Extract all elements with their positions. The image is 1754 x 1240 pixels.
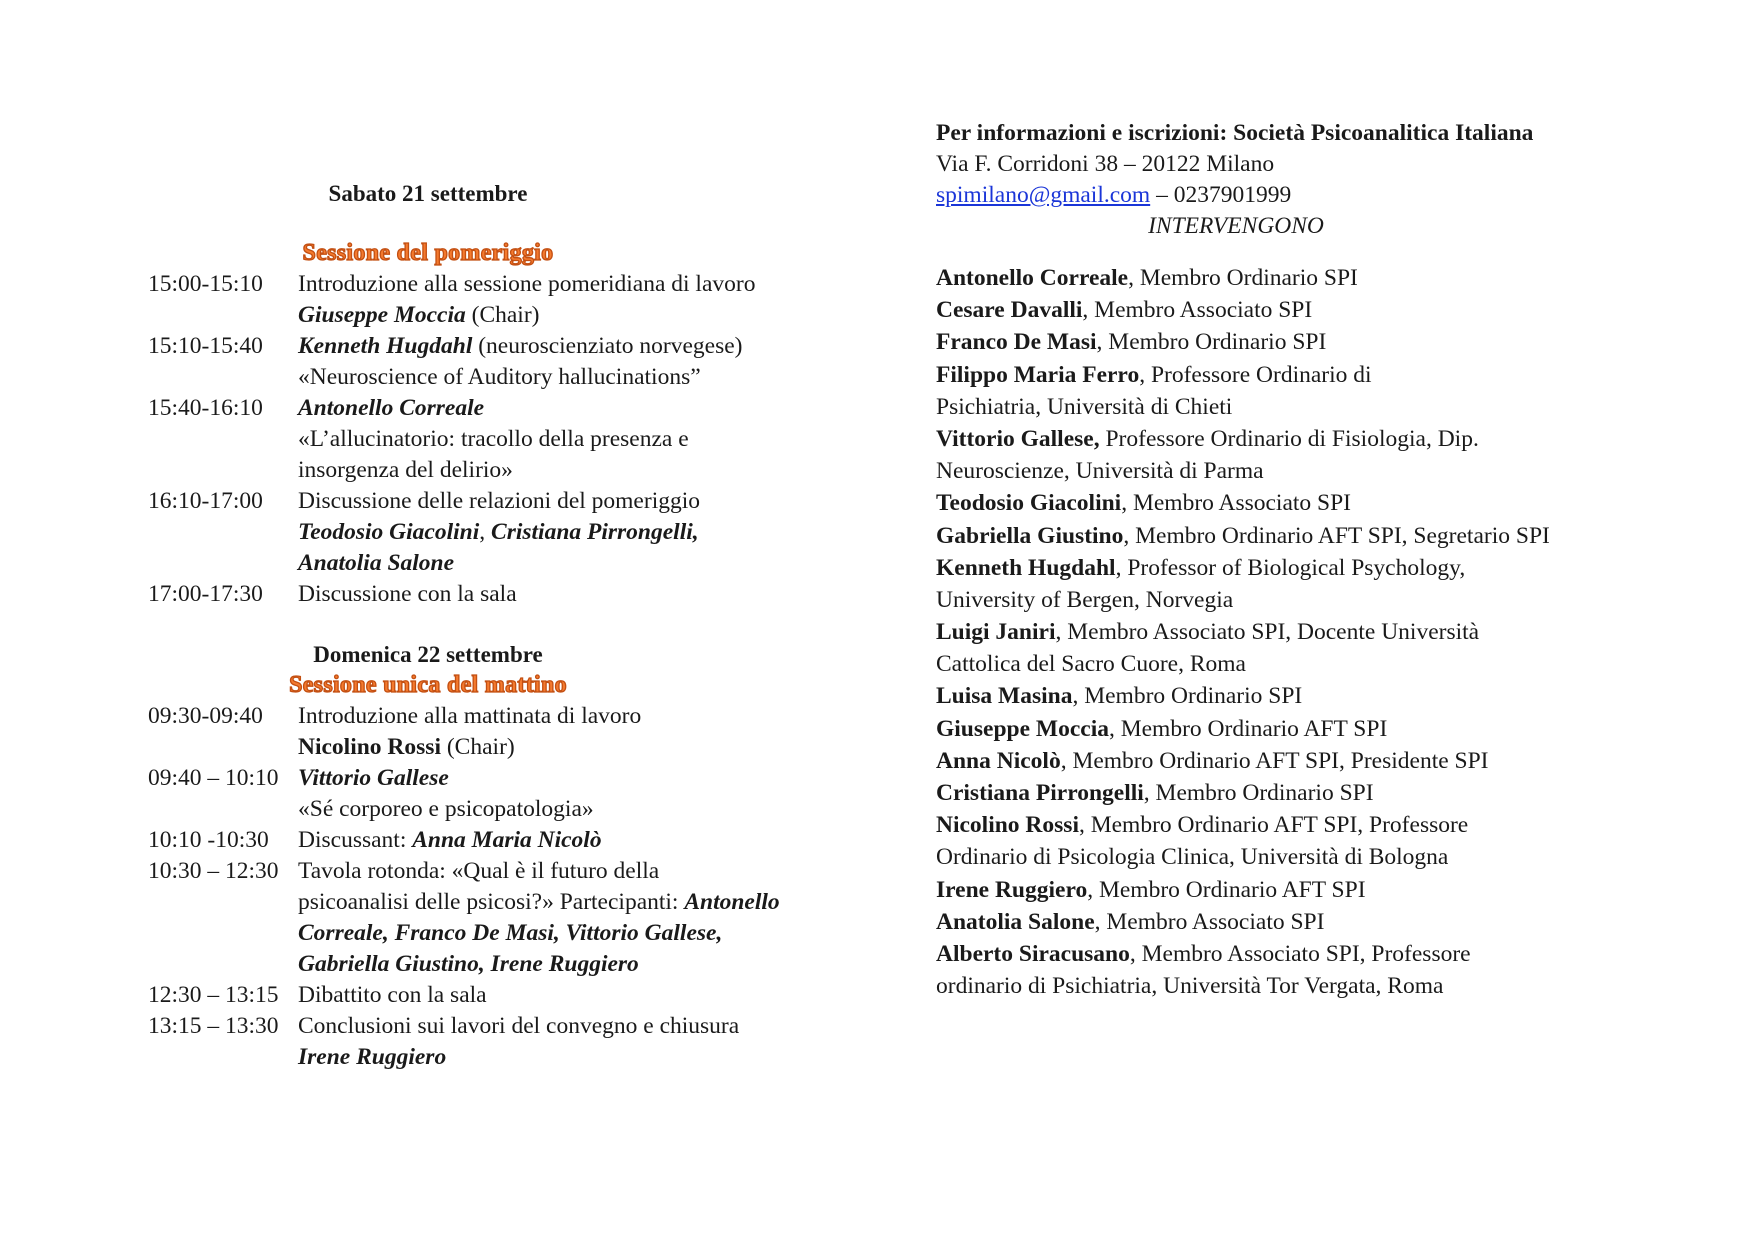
person-name: Vittorio Gallese, (936, 425, 1100, 452)
speaker-line (936, 520, 1666, 552)
text-fragment: , Membro Ordinario SPI (1143, 780, 1374, 806)
address: Via F. Corridoni 38 – 20122 Milano (936, 151, 1275, 177)
text-fragment: , Membro Ordinario SPI (1128, 265, 1358, 291)
text-fragment: , Membro Ordinario SPI (1096, 329, 1327, 356)
email-link[interactable]: spimilano@gmail.com (936, 182, 1151, 208)
saturday-section (148, 178, 888, 610)
speaker-entry (936, 680, 1666, 712)
text-fragment: Discussant: (298, 827, 413, 853)
time-slot: 10:10 -10:30 (148, 827, 269, 853)
speaker-line (936, 262, 1666, 294)
time-slot: 12:30 – 13:15 (148, 982, 279, 1008)
schedule-description (298, 825, 888, 856)
text-fragment: , Membro Associato SPI (1121, 490, 1351, 517)
time-slot: 15:00-15:10 (148, 271, 263, 297)
schedule-description (298, 579, 888, 610)
info-heading: Per informazioni e iscrizioni: Società Psicoanalitica Italiana (936, 120, 1534, 146)
text-fragment: , Membro Associato SPI, Professore (1129, 940, 1471, 967)
text-fragment: , Membro Ordinario AFT SPI (1087, 876, 1366, 903)
text-fragment: Cattolica del Sacro Cuore, Roma (936, 651, 1246, 678)
description-line (298, 393, 888, 424)
schedule-item (148, 331, 888, 393)
sunday-section (148, 639, 888, 1073)
text-fragment: (Chair) (440, 734, 515, 760)
speaker-line (936, 455, 1666, 487)
text-fragment: Discussione con la sala (298, 581, 517, 607)
speaker-entry (936, 938, 1666, 1002)
schedule-item (148, 579, 888, 610)
description-line (298, 763, 888, 794)
person-name: Giuseppe Moccia (936, 715, 1109, 742)
text-fragment: Introduzione alla sessione pomeridiana di lavoro (298, 271, 756, 297)
text-fragment: , Membro Ordinario AFT SPI, Presidente SPI (1060, 747, 1489, 774)
speaker-line (936, 841, 1666, 873)
text-fragment: , Professor of Biological Psychology, (1115, 554, 1466, 581)
person-name: Anna Nicolò (936, 747, 1061, 774)
person-name: Antonello (684, 889, 780, 915)
time-slot: 15:10-15:40 (148, 333, 263, 359)
person-name: Antonello Correale (936, 265, 1129, 291)
info-column (936, 118, 1666, 1002)
schedule-description (298, 856, 888, 980)
speakers-heading: INTERVENGONO (1148, 213, 1324, 239)
time-slot: 10:30 – 12:30 (148, 858, 279, 884)
time-slot: 09:40 – 10:10 (148, 765, 279, 791)
schedule-description (298, 486, 888, 579)
schedule-description (298, 393, 888, 486)
text-fragment: Professore Ordinario di Fisiologia, Dip. (1099, 425, 1479, 452)
text-fragment: «L’allucinatorio: tracollo della presenza e (298, 426, 689, 452)
speaker-line (936, 809, 1666, 841)
description-line (298, 300, 888, 331)
person-name: Kenneth Hugdahl (936, 554, 1116, 581)
description-line (298, 918, 888, 949)
description-line (298, 331, 888, 362)
text-fragment: , Membro Ordinario SPI (1072, 683, 1303, 710)
text-fragment: University of Bergen, Norvegia (936, 586, 1234, 613)
person-name: Teodosio Giacolini (936, 490, 1122, 517)
text-fragment: psicoanalisi delle psicosi?» Partecipanti: (298, 889, 685, 915)
time-slot: 09:30-09:40 (148, 703, 263, 729)
speaker-line (936, 745, 1666, 777)
speaker-entry (936, 487, 1666, 519)
time-slot: 17:00-17:30 (148, 581, 263, 607)
schedule-description (298, 269, 888, 331)
speaker-entry (936, 745, 1666, 777)
speaker-entry (936, 326, 1666, 358)
person-name: Antonello Correale (298, 395, 485, 421)
description-line (298, 856, 888, 887)
text-fragment: , Membro Ordinario AFT SPI (1108, 715, 1388, 742)
speaker-line (936, 391, 1666, 423)
schedule-item (148, 856, 888, 980)
person-name: Teodosio Giacolini (298, 519, 480, 545)
text-fragment: , Membro Associato SPI, Docente Università (1055, 619, 1480, 646)
speaker-line (936, 777, 1666, 809)
afternoon-schedule (148, 269, 888, 610)
text-fragment: Tavola rotonda: «Qual è il futuro della (298, 858, 660, 884)
schedule-item (148, 980, 888, 1011)
phone-number: – 0237901999 (1150, 182, 1292, 208)
session-title-afternoon: Sessione del pomeriggio (302, 240, 554, 266)
speaker-entry (936, 713, 1666, 745)
time-slot: 15:40-16:10 (148, 395, 263, 421)
speaker-line (936, 648, 1666, 680)
speaker-entry (936, 906, 1666, 938)
description-line (298, 980, 888, 1011)
person-name: Correale, Franco De Masi, Vittorio Gallese, (298, 920, 723, 946)
text-fragment: Ordinario di Psicologia Clinica, Università di Bologna (936, 844, 1449, 871)
schedule-item (148, 486, 888, 579)
schedule-description (298, 1011, 888, 1073)
speaker-entry (936, 809, 1666, 873)
person-name: Cesare Davalli (936, 297, 1083, 324)
text-fragment: Conclusioni sui lavori del convegno e chiusura (298, 1013, 740, 1039)
text-fragment: , Membro Associato SPI (1094, 908, 1325, 935)
person-name: Nicolino Rossi (936, 812, 1079, 839)
speaker-line (936, 874, 1666, 906)
time-slot: 16:10-17:00 (148, 488, 263, 514)
schedule-item (148, 269, 888, 331)
text-fragment: , Membro Ordinario AFT SPI, Segretario SPI (1123, 522, 1550, 549)
program-column (148, 178, 888, 1073)
description-line (298, 424, 888, 455)
person-name: Luisa Masina (936, 683, 1073, 710)
description-line (298, 1042, 888, 1073)
speaker-entry (936, 520, 1666, 552)
session-title-morning: Sessione unica del mattino (289, 672, 567, 698)
person-name: Anatolia Salone (936, 908, 1095, 935)
description-line (298, 887, 888, 918)
day-title-saturday: Sabato 21 settembre (328, 181, 528, 206)
schedule-item (148, 825, 888, 856)
speaker-line (936, 970, 1666, 1002)
person-name: Franco De Masi (936, 329, 1097, 356)
schedule-description (298, 763, 888, 825)
person-name: Gabriella Giustino, Irene Ruggiero (298, 951, 639, 977)
person-name: Anatolia Salone (298, 550, 455, 576)
description-line (298, 269, 888, 300)
text-fragment: ordinario di Psichiatria, Università Tor Vergata, Roma (936, 973, 1444, 1000)
description-line (298, 825, 888, 856)
text-fragment: insorgenza del delirio» (298, 457, 513, 483)
speaker-entry (936, 262, 1666, 294)
text-fragment: Dibattito con la sala (298, 982, 487, 1008)
speaker-line (936, 423, 1666, 455)
text-fragment: , Membro Ordinario AFT SPI, Professore (1078, 812, 1469, 839)
schedule-item (148, 763, 888, 825)
description-line (298, 1011, 888, 1042)
person-name: Cristiana Pirrongelli (936, 780, 1144, 806)
speaker-line (936, 906, 1666, 938)
speakers-list (936, 262, 1666, 1002)
person-name: Kenneth Hugdahl (298, 333, 473, 359)
speaker-line (936, 616, 1666, 648)
speaker-entry (936, 552, 1666, 616)
description-line (298, 548, 888, 579)
description-line (298, 732, 888, 763)
person-name: Vittorio Gallese (298, 765, 449, 791)
text-fragment: (Chair) (465, 302, 540, 328)
text-fragment: Psichiatria, Università di Chieti (936, 393, 1233, 420)
person-name: Anna Maria Nicolò (412, 827, 602, 853)
person-name: Irene Ruggiero (298, 1044, 447, 1070)
speaker-line (936, 713, 1666, 745)
text-fragment: Neuroscienze, Università di Parma (936, 458, 1264, 485)
person-name: Filippo Maria Ferro (936, 361, 1140, 388)
description-line (298, 517, 888, 548)
description-line (298, 362, 888, 393)
speaker-entry (936, 294, 1666, 326)
text-fragment: , Professore Ordinario di (1139, 361, 1372, 388)
description-line (298, 486, 888, 517)
speaker-line (936, 326, 1666, 358)
person-name: Nicolino Rossi (298, 734, 441, 760)
speaker-line (936, 938, 1666, 970)
schedule-item (148, 701, 888, 763)
speaker-line (936, 294, 1666, 326)
speaker-line (936, 584, 1666, 616)
description-line (298, 455, 888, 486)
speaker-line (936, 680, 1666, 712)
speaker-entry (936, 777, 1666, 809)
person-name: Alberto Siracusano (936, 940, 1130, 967)
schedule-description (298, 980, 888, 1011)
person-name: Cristiana Pirrongelli, (491, 519, 699, 545)
person-name: Irene Ruggiero (936, 876, 1088, 903)
schedule-description (298, 331, 888, 393)
contact-info (936, 118, 1666, 242)
day-title-sunday: Domenica 22 settembre (313, 642, 543, 667)
time-slot: 13:15 – 13:30 (148, 1013, 279, 1039)
person-name: Luigi Janiri (936, 619, 1056, 646)
schedule-item (148, 393, 888, 486)
description-line (298, 949, 888, 980)
schedule-description (298, 701, 888, 763)
speaker-entry (936, 616, 1666, 680)
text-fragment: , Membro Associato SPI (1082, 297, 1313, 324)
text-fragment: , (479, 519, 492, 545)
text-fragment: «Sé corporeo e psicopatologia» (298, 796, 594, 822)
speaker-line (936, 359, 1666, 391)
person-name: Gabriella Giustino (936, 522, 1124, 549)
description-line (298, 701, 888, 732)
text-fragment: Discussione delle relazioni del pomeriggio (298, 488, 701, 514)
text-fragment: Introduzione alla mattinata di lavoro (298, 703, 642, 729)
description-line (298, 579, 888, 610)
speaker-entry (936, 874, 1666, 906)
text-fragment: (neuroscienziato norvegese) (472, 333, 743, 359)
description-line (298, 794, 888, 825)
speaker-line (936, 487, 1666, 519)
speaker-line (936, 552, 1666, 584)
speaker-entry (936, 423, 1666, 487)
contact-line (936, 180, 1666, 211)
schedule-item (148, 1011, 888, 1073)
text-fragment: «Neuroscience of Auditory hallucinations” (298, 364, 701, 390)
morning-schedule (148, 701, 888, 1073)
person-name: Giuseppe Moccia (298, 302, 466, 328)
speaker-entry (936, 359, 1666, 423)
